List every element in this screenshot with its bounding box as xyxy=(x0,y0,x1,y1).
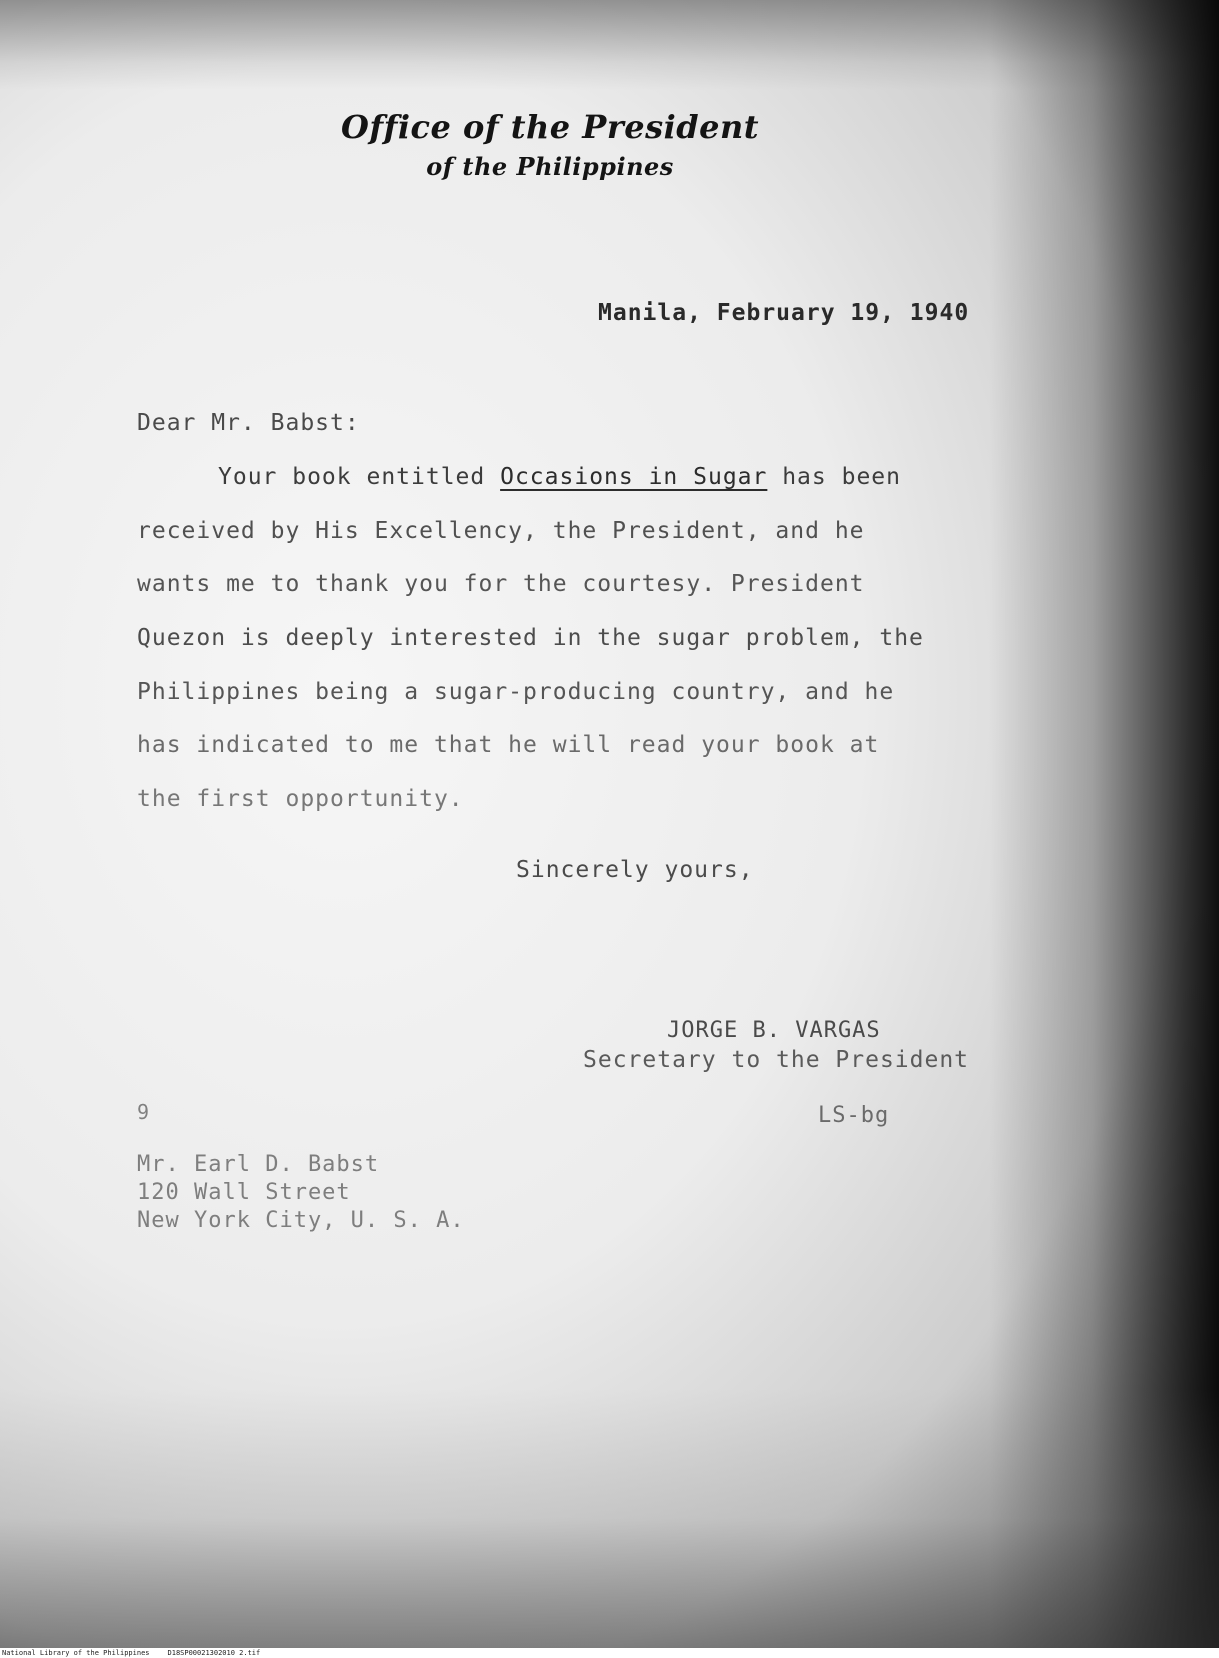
body-line-5: Philippines being a sugar-producing country, and he xyxy=(137,679,895,705)
book-title: Occasions in Sugar xyxy=(500,464,768,490)
body-line-1-start: Your book entitled xyxy=(218,464,501,490)
body-line-1 xyxy=(218,464,901,490)
scan-shadow-right xyxy=(989,0,1219,1648)
file-mark: 9 xyxy=(137,1100,151,1124)
scan-shadow-bottom xyxy=(0,1388,1219,1648)
footer-filename: D18SP00021302010 2.tif xyxy=(167,1649,261,1657)
scan-shadow-top xyxy=(0,0,1219,90)
typist-initials: LS-bg xyxy=(818,1103,890,1128)
address-line-3: New York City, U. S. A. xyxy=(137,1208,465,1233)
address-line-2: 120 Wall Street xyxy=(137,1180,351,1205)
body-line-3: wants me to thank you for the courtesy. President xyxy=(137,571,865,597)
closing: Sincerely yours, xyxy=(516,857,754,883)
address-line-1: Mr. Earl D. Babst xyxy=(137,1152,380,1177)
body-line-1-end: has been xyxy=(767,464,901,490)
letterhead-subtitle: of the Philippines xyxy=(426,152,674,181)
signer-title: Secretary to the President xyxy=(583,1047,970,1073)
footer-source: National Library of the Philippines xyxy=(2,1649,150,1657)
body-line-4: Quezon is deeply interested in the sugar problem, the xyxy=(137,625,924,651)
body-line-7: the first opportunity. xyxy=(137,786,464,812)
salutation: Dear Mr. Babst: xyxy=(137,410,360,436)
letter-date: Manila, February 19, 1940 xyxy=(598,300,970,326)
scan-footer xyxy=(2,1648,260,1658)
letterhead-title: Office of the President xyxy=(340,108,760,146)
signer-name: JORGE B. VARGAS xyxy=(667,1018,881,1043)
body-line-2: received by His Excellency, the President, and he xyxy=(137,518,865,544)
body-line-6: has indicated to me that he will read your book at xyxy=(137,732,880,758)
